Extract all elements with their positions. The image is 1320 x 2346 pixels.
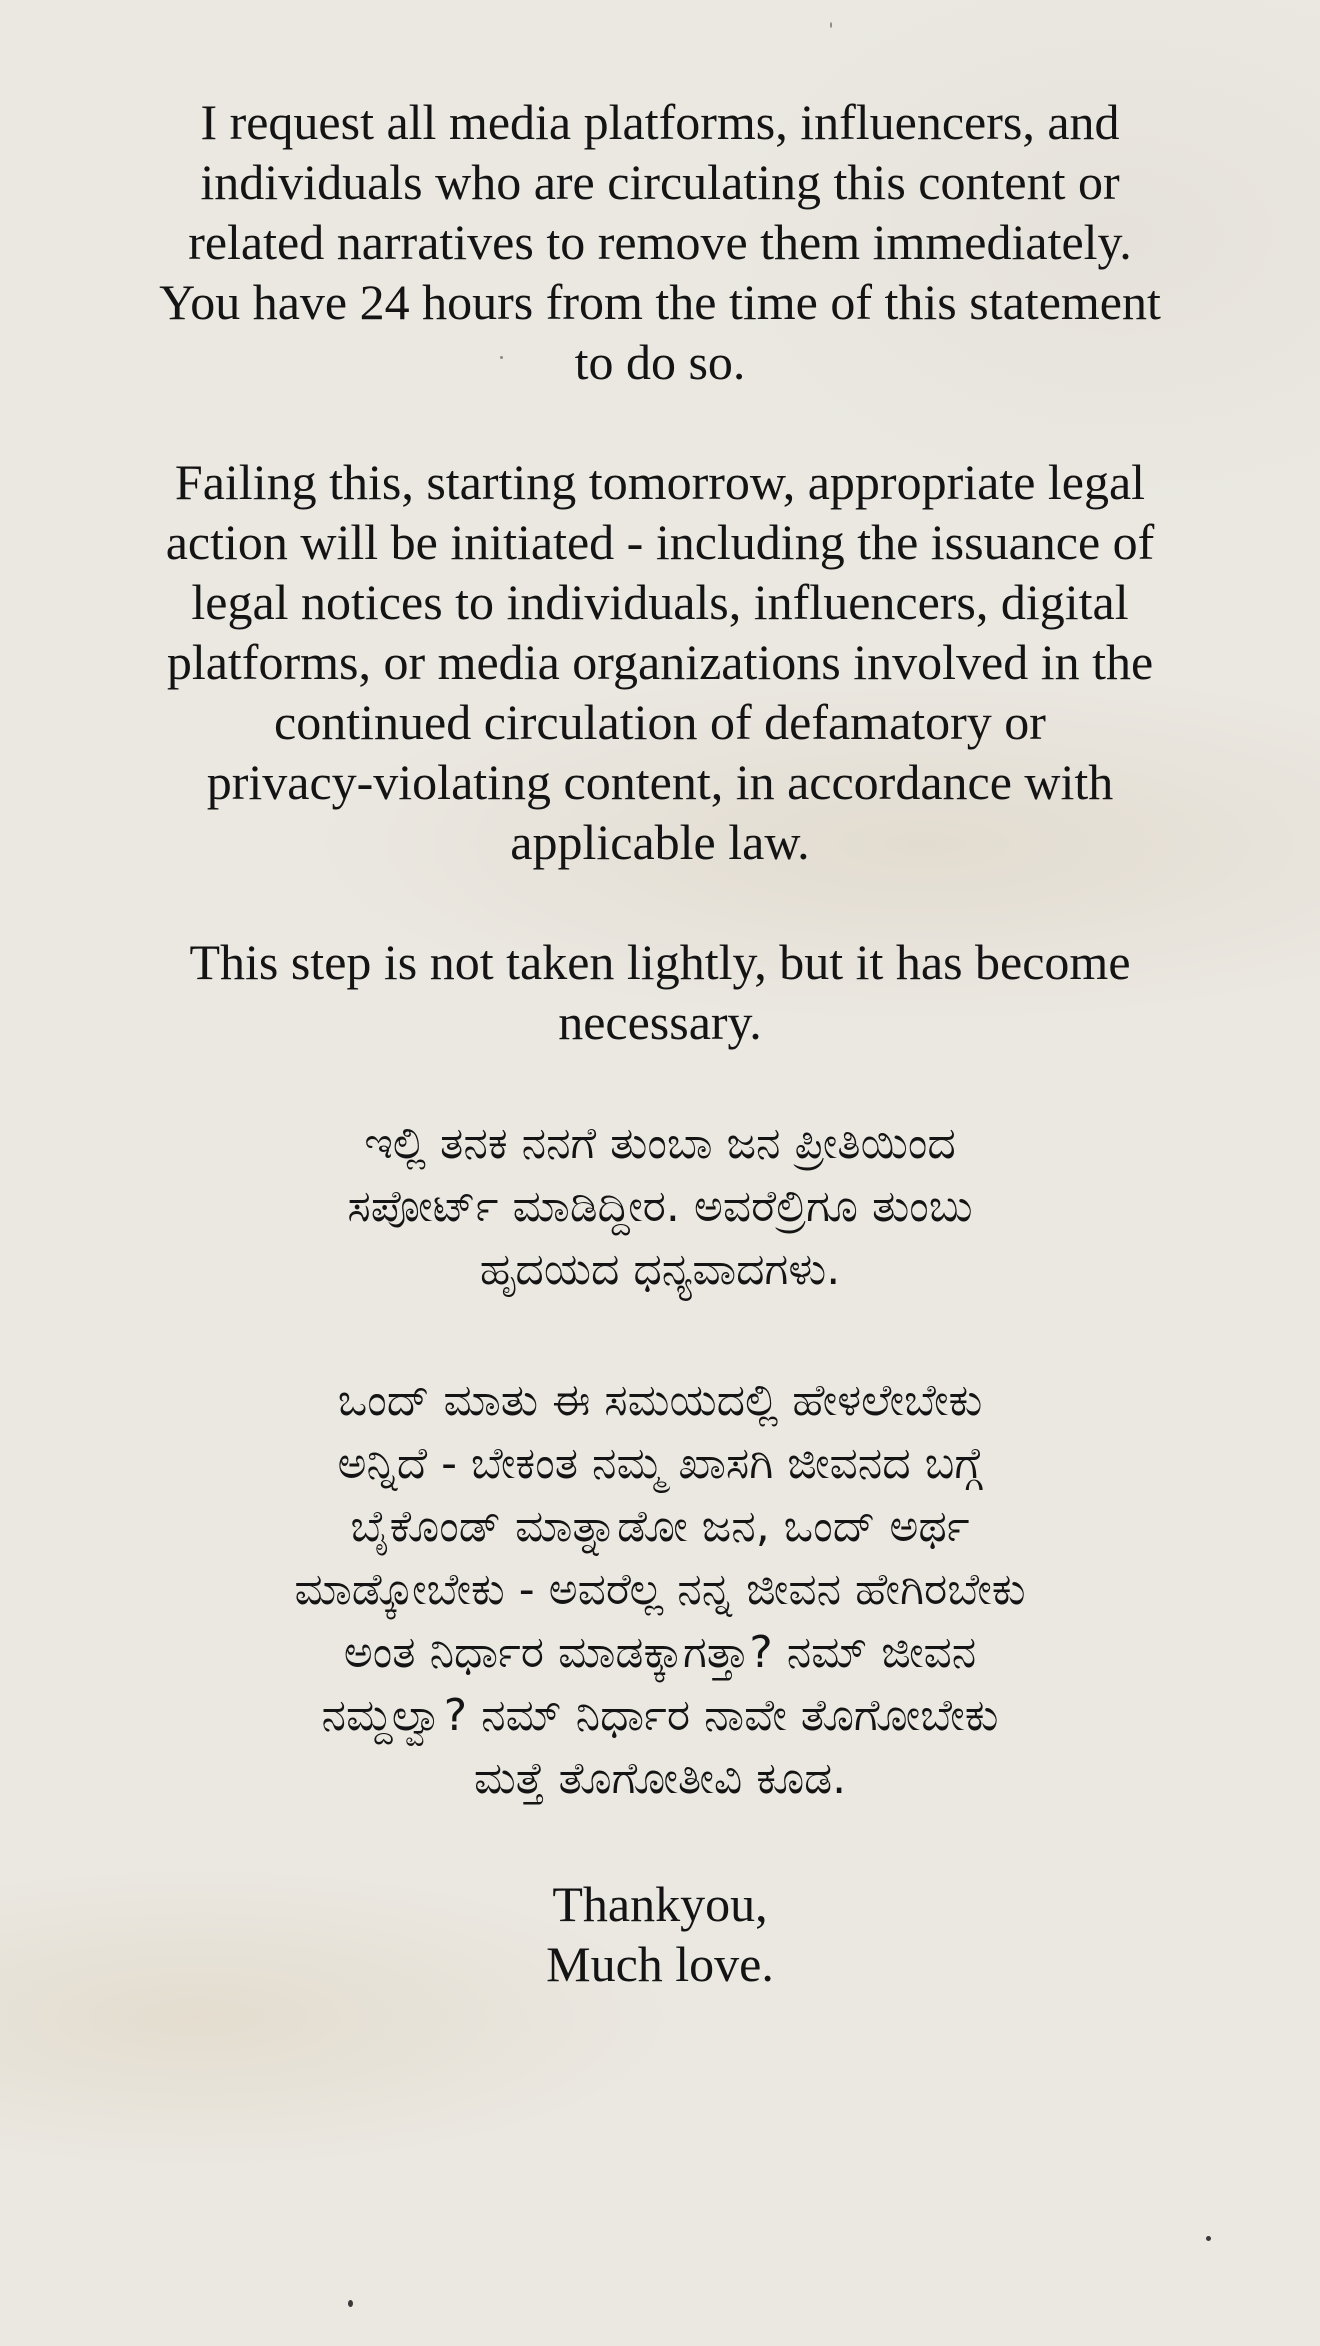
paper-speck xyxy=(1206,2236,1211,2241)
paper-speck xyxy=(830,22,832,28)
statement-body xyxy=(60,92,1260,1994)
thanks-paragraph-kannada: ಇಲ್ಲಿ ತನಕ ನನಗೆ ತುಂಬಾ ಜನ ಪ್ರೀತಿಯಿಂದ ಸಪೋರ್ಟ್ ಮಾಡಿದ್ದೀರ. ಅವರೆಲ್ರಿಗೂ ತುಂಬು ಹೃದಯದ ಧನ್ಯವಾದಗಳು. xyxy=(347,1118,973,1295)
signoff-line: Much love. xyxy=(546,1936,774,1992)
request-paragraph: I request all media platforms, influencers, and individuals who are circulating this content or related narratives to remove them immediately. You have 24 hours from the time of this statement to do so. xyxy=(159,94,1161,390)
necessity-paragraph: This step is not taken lightly, but it has become necessary. xyxy=(189,934,1131,1050)
closing-line: Thankyou, xyxy=(552,1876,768,1932)
message-paragraph-kannada: ಒಂದ್ ಮಾತು ಈ ಸಮಯದಲ್ಲಿ ಹೇಳಲೇಬೇಕು ಅನ್ನಿದೆ - ಬೇಕಂತ ನಮ್ಮ ಖಾಸಗಿ ಜೀವನದ ಬಗ್ಗೆ ಬೈಕೊಂಡ್ ಮಾತ್ನಾಡೋ ಜನ, ಒಂದ್ ಅರ್ಥ ಮಾಡ್ಕೋಬೇಕು - ಅವರೆಲ್ಲ ನನ್ನ ಜೀವನ ಹೇಗಿರಬೇಕು ಅಂತ ನಿರ್ಧಾರ ಮಾಡಕ್ಕಾಗತ್ತಾ? ನಮ್ ಜೀವನ ನಮ್ದಲ್ವಾ? ನಮ್ ನಿರ್ಧಾರ ನಾವೇ ತೊಗೋಬೇಕು ಮತ್ತೆ ತೊಗೋತೀವಿ ಕೂಡ. xyxy=(294,1375,1026,1804)
legal-action-paragraph: Failing this, starting tomorrow, appropriate legal action will be initiated - including the issuance of legal notices to individuals, influencers, digital platforms, or media organizations involved in the continued circulation of defamatory or privacy-violating content, in accordance with applicable law. xyxy=(165,454,1155,870)
paper-speck xyxy=(348,2300,353,2307)
